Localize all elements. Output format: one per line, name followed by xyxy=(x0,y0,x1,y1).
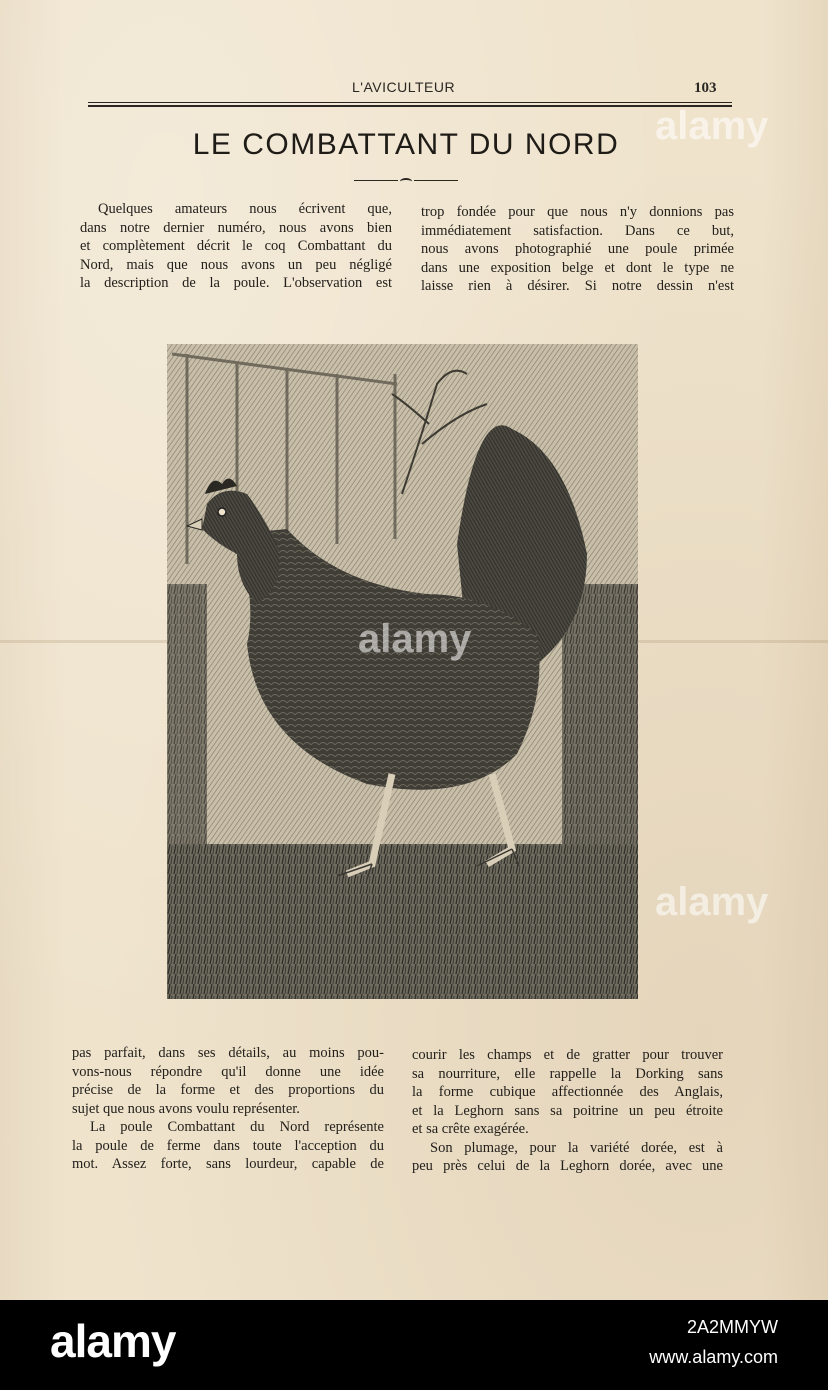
watermark-brand: alamy xyxy=(655,104,769,148)
text-line: Nord, mais que nous avons un peu négligé xyxy=(80,256,392,273)
text-line: Son plumage, pour la variété dorée, est à xyxy=(430,1139,723,1156)
text-line: dans notre dernier numéro, nous avons bien xyxy=(80,219,392,236)
article-title: LE COMBATTANT DU NORD xyxy=(192,128,620,161)
column-top-left xyxy=(80,200,392,293)
text-line: la description de la poule. L'observation est xyxy=(80,275,392,291)
text-line: nous avons photographié une poule primée xyxy=(421,241,734,257)
text-line: dans une exposition belge et dont le type ne xyxy=(421,259,734,276)
page-number: 103 xyxy=(694,80,717,96)
header-rule xyxy=(88,102,732,107)
text-line: vons-nous répondre qu'il donne une idée xyxy=(72,1063,384,1080)
text-line: sujet que nous avons voulu représenter. xyxy=(72,1100,300,1117)
text-line: précise de la forme et des proportions du xyxy=(72,1082,384,1098)
text-line: et complètement décrit le coq Combattant du xyxy=(80,238,392,254)
text-line: la poule de ferme dans toute l'acception du xyxy=(72,1137,384,1154)
text-line: mot. Assez forte, sans lourdeur, capable de xyxy=(72,1156,384,1172)
column-bottom-left xyxy=(72,1044,384,1174)
text-line: peu près celui de la Leghorn dorée, avec une xyxy=(412,1158,723,1174)
running-header-title: L'AVICULTEUR xyxy=(352,79,456,95)
image-id: 2A2MMYW xyxy=(686,1317,778,1337)
text-line: trop fondée pour que nous n'y donnions pas xyxy=(421,204,734,220)
text-line: La poule Combattant du Nord représente xyxy=(90,1119,384,1135)
text-line: et la Leghorn sans sa poitrine un peu étroite xyxy=(412,1102,723,1119)
stock-url: www.alamy.com xyxy=(649,1347,778,1367)
column-bottom-right xyxy=(412,1046,723,1176)
text-line: sa nourriture, elle rappelle la Dorking sans xyxy=(412,1065,723,1082)
stock-logo: alamy xyxy=(50,1315,176,1367)
hen-engraving-illustration xyxy=(167,344,638,999)
text-line: pas parfait, dans ses détails, au moins pou- xyxy=(72,1045,384,1061)
watermark-brand: alamy xyxy=(655,880,769,924)
watermark-brand: alamy xyxy=(358,617,472,661)
text-line: courir les champs et de gratter pour trouver xyxy=(412,1047,723,1063)
text-line: immédiatement satisfaction. Dans ce but, xyxy=(421,222,734,239)
text-line: laisse rien à désirer. Si notre dessin n'est xyxy=(421,278,734,294)
title-ornament xyxy=(354,178,458,184)
text-line: et sa crête exagérée. xyxy=(412,1121,529,1137)
column-top-right xyxy=(421,203,734,296)
text-line: Quelques amateurs nous écrivent que, xyxy=(98,201,392,217)
text-line: la forme cubique affectionnée des Anglais, xyxy=(412,1084,723,1100)
